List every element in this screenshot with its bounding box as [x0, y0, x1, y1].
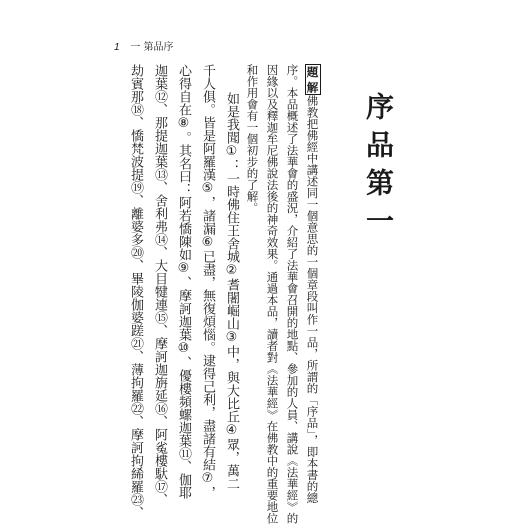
- intro-line-2: 序。本品概述了法華會的盛況，介紹了法華會召開的地點、參加的人員、講說《法華經》的: [285, 64, 300, 524]
- sutra-line-5: 劫賓那⑱、憍梵波提⑲、離婆多⑳、畢陵伽婆蹉㉑、薄拘羅㉒、摩訶拘絺羅㉓、: [128, 64, 143, 519]
- sutra-line-4: 迦葉⑫、那提迦葉⑬、舍利弗⑭、大目犍連⑮、摩訶迦旃延⑯、阿㝹樓馱⑰、: [152, 64, 167, 506]
- sutra-line-1: 如是我聞①：一時佛住王舍城②耆闍崛山③中，與大比丘④眾，萬二: [224, 92, 239, 490]
- intro-line-1: 題 解佛教把佛經中講述同一個意思的一個章段叫作一品，所謂的「序品」，即本書的總: [305, 66, 320, 504]
- sutra-line-2: 千人俱。皆是阿羅漢⑤，諸漏⑥已盡，無復煩惱。逮得己利，盡諸有結⑦，: [200, 64, 215, 499]
- intro-line-4: 和作用會有一個初步的了解。: [245, 64, 260, 214]
- running-head-title: 一 第品序: [130, 42, 174, 53]
- running-head: [114, 38, 174, 53]
- chapter-title: 序品第一: [362, 92, 395, 244]
- intro-line-3: 因緣以及釋迦牟尼佛說法後的神奇效果。通過本品，讀者對《法華經》在佛教中的重要地位: [265, 64, 280, 524]
- sutra-line-3: 心得自在⑧。其名曰：阿若憍陳如⑨、摩訶迦葉⑩、優樓頻螺迦葉⑪、伽耶: [176, 64, 191, 499]
- intro-tag: 題 解: [305, 66, 320, 94]
- page-number: 1: [114, 42, 120, 53]
